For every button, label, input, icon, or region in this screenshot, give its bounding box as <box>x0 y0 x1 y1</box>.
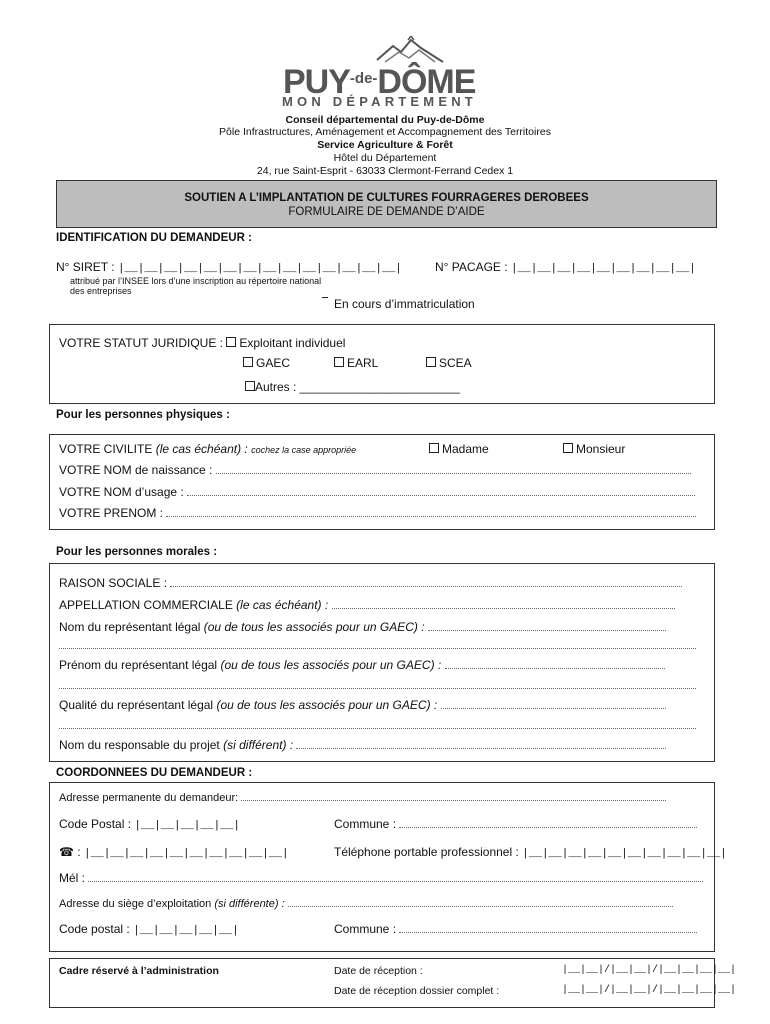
autres-checkbox[interactable] <box>245 381 255 391</box>
date-reception-input[interactable]: |__|__|/|__|__|/|__|__|__|__| <box>562 965 737 976</box>
immat-checkbox[interactable] <box>322 297 328 298</box>
immat-label: En cours d’immatriculation <box>334 297 475 311</box>
title-box <box>56 180 717 228</box>
header-address: 24, rue Saint-Esprit - 63033 Clermont-Ferrand Cedex 1 <box>256 165 514 177</box>
morales-box <box>49 563 715 762</box>
logo <box>280 36 490 111</box>
exploitant-label: Exploitant individuel <box>239 336 346 350</box>
siret-label: N° SIRET : <box>56 260 115 274</box>
earl-label: EARL <box>347 356 379 370</box>
mobile-input[interactable]: |__|__|__|__|__|__|__|__|__|__| <box>522 848 727 860</box>
qualite-rep-label: Qualité du représentant légal <box>59 698 214 712</box>
morales-heading: Pour les personnes morales : <box>56 546 218 558</box>
code-postal-input[interactable]: |__|__|__|__|__| <box>134 820 241 832</box>
coordonnees-box: Adresse permanente du demandeur: Code Postal : |__|__|__|__|__| Commune : ☎ : |__|__|__|__|__|__|__|__|__|__| Téléphone portable professionnel : |__|__|__|__|__|__|__|__|__|__| Mél : Adresse du siège d’exploitation (si différente) : Code postal : |__|__|__|__|__| Commune : <box>49 782 715 952</box>
pacage-input[interactable]: |__|__|__|__|__|__|__|__|__| <box>510 263 696 275</box>
prenom-field[interactable] <box>166 506 696 517</box>
nom-naissance-field[interactable] <box>216 463 691 474</box>
header-service: Service Agriculture & Forêt <box>317 139 453 151</box>
adresse-siege-label: Adresse du siège d’exploitation <box>59 898 212 910</box>
mel-label: Mél : <box>59 871 86 885</box>
civilite-label: VOTRE CIVILITE <box>59 442 153 456</box>
form-title: SOUTIEN A L’IMPLANTATION DE CULTURES FOURRAGERES DEROBEES <box>184 192 589 204</box>
nom-rep-label: Nom du représentant légal <box>59 620 201 634</box>
nom-rep-note: (ou de tous les associés pour un GAEC) : <box>203 620 425 634</box>
insee-note-2: des entreprises <box>70 286 132 296</box>
header-hotel: Hôtel du Département <box>333 152 437 164</box>
gaec-label: GAEC <box>256 356 291 370</box>
nom-naissance-label: VOTRE NOM de naissance : <box>59 463 213 477</box>
adresse-label: Adresse permanente du demandeur: <box>59 792 239 804</box>
qualite-rep-line2[interactable] <box>59 728 696 729</box>
nom-rep-line2[interactable] <box>59 648 696 649</box>
commune-field[interactable] <box>399 817 697 828</box>
physiques-box <box>49 434 715 530</box>
code-postal2-input[interactable]: |__|__|__|__|__| <box>133 925 239 937</box>
responsable-field[interactable] <box>296 738 666 749</box>
adresse-siege-field[interactable] <box>288 896 673 907</box>
mobile-label: Téléphone portable professionnel : <box>334 845 519 859</box>
raison-label: RAISON SOCIALE : <box>59 576 168 590</box>
adresse-field[interactable] <box>241 790 666 801</box>
logo-tagline: MON DÉPARTEMENT <box>282 94 477 109</box>
prenom-rep-note: (ou de tous les associés pour un GAEC) : <box>220 658 442 672</box>
prenom-rep-label: Prénom du représentant légal <box>59 658 218 672</box>
code-postal2-label: Code postal : <box>59 922 130 936</box>
gaec-checkbox[interactable] <box>243 357 253 367</box>
prenom-rep-line2[interactable] <box>59 688 696 689</box>
nom-rep-field[interactable] <box>428 620 666 631</box>
mel-field[interactable] <box>88 871 703 882</box>
raison-field[interactable] <box>170 576 682 587</box>
commune2-field[interactable] <box>399 922 697 933</box>
responsable-note: (si différent) : <box>223 738 294 752</box>
appellation-note: (le cas échéant) : <box>236 598 329 612</box>
phone-input[interactable]: |__|__|__|__|__|__|__|__|__|__| <box>83 848 289 860</box>
statut-box <box>49 324 715 404</box>
date-complet-input[interactable]: |__|__|/|__|__|/|__|__|__|__| <box>562 985 737 996</box>
form-subtitle: FORMULAIRE DE DEMANDE D’AIDE <box>288 206 485 218</box>
code-postal-label: Code Postal : <box>59 817 132 831</box>
admin-label: Cadre réservé à l’administration <box>59 965 219 977</box>
logo-de: -de- <box>349 70 378 87</box>
exploitant-checkbox[interactable] <box>226 337 236 347</box>
identification-heading: IDENTIFICATION DU DEMANDEUR : <box>56 232 252 244</box>
adresse-siege-note: (si différente) : <box>214 898 285 910</box>
madame-checkbox[interactable] <box>429 443 439 453</box>
phone-icon: ☎ <box>59 845 74 859</box>
civilite-note: (le cas échéant) : <box>155 442 248 456</box>
appellation-field[interactable] <box>332 598 675 609</box>
siret-input[interactable]: |__|__|__|__|__|__|__|__|__|__|__|__|__|__| <box>117 263 402 275</box>
responsable-label: Nom du responsable du projet <box>59 738 220 752</box>
date-reception-label: Date de réception : <box>334 965 423 977</box>
header-pole: Pôle Infrastructures, Aménagement et Accompagnement des Territoires <box>219 126 551 138</box>
commune-label: Commune : <box>334 817 397 831</box>
monsieur-label: Monsieur <box>576 442 626 456</box>
commune2-label: Commune : <box>334 922 397 936</box>
pacage-label: N° PACAGE : <box>435 260 508 274</box>
date-complet-label: Date de réception dossier complet : <box>334 985 500 997</box>
logo-dome: DÔME <box>377 63 476 101</box>
prenom-label: VOTRE PRENOM : <box>59 506 164 520</box>
qualite-rep-note: (ou de tous les associés pour un GAEC) : <box>216 698 438 712</box>
autres-label[interactable]: Autres : ________________________ <box>255 380 460 394</box>
physiques-heading: Pour les personnes physiques : <box>56 409 230 421</box>
nom-usage-label: VOTRE NOM d’usage : <box>59 485 184 499</box>
civilite-small: cochez la case appropriée <box>251 445 357 455</box>
monsieur-checkbox[interactable] <box>563 443 573 453</box>
scea-label: SCEA <box>439 356 472 370</box>
prenom-rep-field[interactable] <box>445 658 665 669</box>
insee-note-1: attribué par l’INSEE lors d’une inscription au répertoire national <box>70 276 322 286</box>
earl-checkbox[interactable] <box>334 357 344 367</box>
logo-puy: PUY <box>283 63 350 101</box>
madame-label: Madame <box>442 442 489 456</box>
qualite-rep-field[interactable] <box>441 698 666 709</box>
coordonnees-heading: COORDONNEES DU DEMANDEUR : <box>56 767 253 779</box>
admin-box <box>49 958 737 1008</box>
nom-usage-field[interactable] <box>187 485 695 496</box>
scea-checkbox[interactable] <box>426 357 436 367</box>
header-org: Conseil départemental du Puy-de-Dôme <box>285 114 485 126</box>
statut-label: VOTRE STATUT JURIDIQUE : <box>59 336 224 350</box>
appellation-label: APPELLATION COMMERCIALE <box>59 598 233 612</box>
